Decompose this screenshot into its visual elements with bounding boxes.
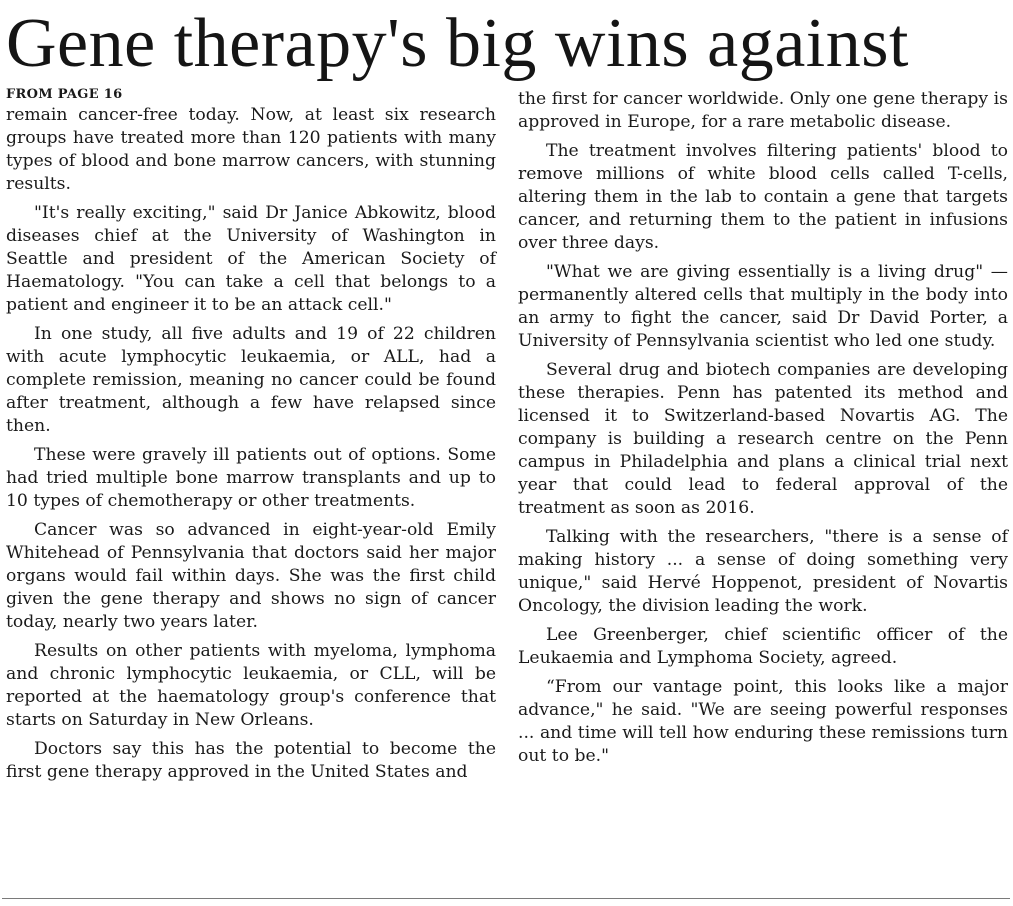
article-paragraph: "It's really exciting," said Dr Janice Abkowitz, blood diseases chief at the University of Washington in Seattle and president of the American Society of Haematology. "You can take a cell that belongs to a patient and engineer it to be an attack cell." bbox=[6, 203, 496, 315]
continuation-kicker: FROM PAGE 16 bbox=[6, 87, 123, 102]
article-paragraph: the first for cancer worldwide. Only one gene therapy is approved in Europe, for a rare metabolic disease. bbox=[518, 89, 1008, 132]
article-paragraph: remain cancer-free today. Now, at least six research groups have treated more than 120 patients with many types of blood and bone marrow cancers, with stunning results. bbox=[6, 105, 496, 194]
article-paragraph: Several drug and biotech companies are developing these therapies. Penn has patented its method and licensed it to Switzerland-based Novartis AG. The company is building a research centre on the Penn campus in Philadelphia and plans a clinical trial next year that could lead to federal approval of the treatment as soon as 2016. bbox=[518, 360, 1008, 518]
bottom-rule bbox=[2, 898, 1010, 899]
article-column-left bbox=[6, 86, 496, 790]
article-paragraph: "What we are giving essentially is a living drug" — permanently altered cells that multiply in the body into an army to fight the cancer, said Dr David Porter, a University of Pennsylvania scientist who led one study. bbox=[518, 262, 1008, 351]
article-column-right bbox=[518, 88, 1008, 774]
article-paragraph: Results on other patients with myeloma, lymphoma and chronic lymphocytic leukaemia, or CLL, will be reported at the haematology group's conference that starts on Saturday in New Orleans. bbox=[6, 641, 496, 730]
headline: Gene therapy's big wins against bbox=[6, 5, 909, 82]
article-paragraph: Cancer was so advanced in eight-year-old Emily Whitehead of Pennsylvania that doctors said her major organs would fail within days. She was the first child given the gene therapy and shows no sign of cancer today, nearly two years later. bbox=[6, 520, 496, 632]
article-paragraph: The treatment involves filtering patients' blood to remove millions of white blood cells called T-cells, altering them in the lab to contain a gene that targets cancer, and returning them to the patient in infusions over three days. bbox=[518, 141, 1008, 253]
article-paragraph: Doctors say this has the potential to become the first gene therapy approved in the United States and bbox=[6, 739, 496, 782]
article-paragraph: These were gravely ill patients out of options. Some had tried multiple bone marrow transplants and up to 10 types of chemotherapy or other treatments. bbox=[6, 445, 496, 511]
article-paragraph: “From our vantage point, this looks like a major advance," he said. "We are seeing powerful responses ... and time will tell how enduring these remissions turn out to be." bbox=[518, 677, 1008, 766]
article-paragraph: Talking with the researchers, "there is a sense of making history ... a sense of doing something very unique," said Hervé Hoppenot, president of Novartis Oncology, the division leading the work. bbox=[518, 527, 1008, 616]
article-paragraph: In one study, all five adults and 19 of 22 children with acute lymphocytic leukaemia, or ALL, had a complete remission, meaning no cancer could be found after treatment, although a few have relapsed since then. bbox=[6, 324, 496, 436]
article-paragraph: Lee Greenberger, chief scientific officer of the Leukaemia and Lymphoma Society, agreed. bbox=[518, 625, 1008, 668]
